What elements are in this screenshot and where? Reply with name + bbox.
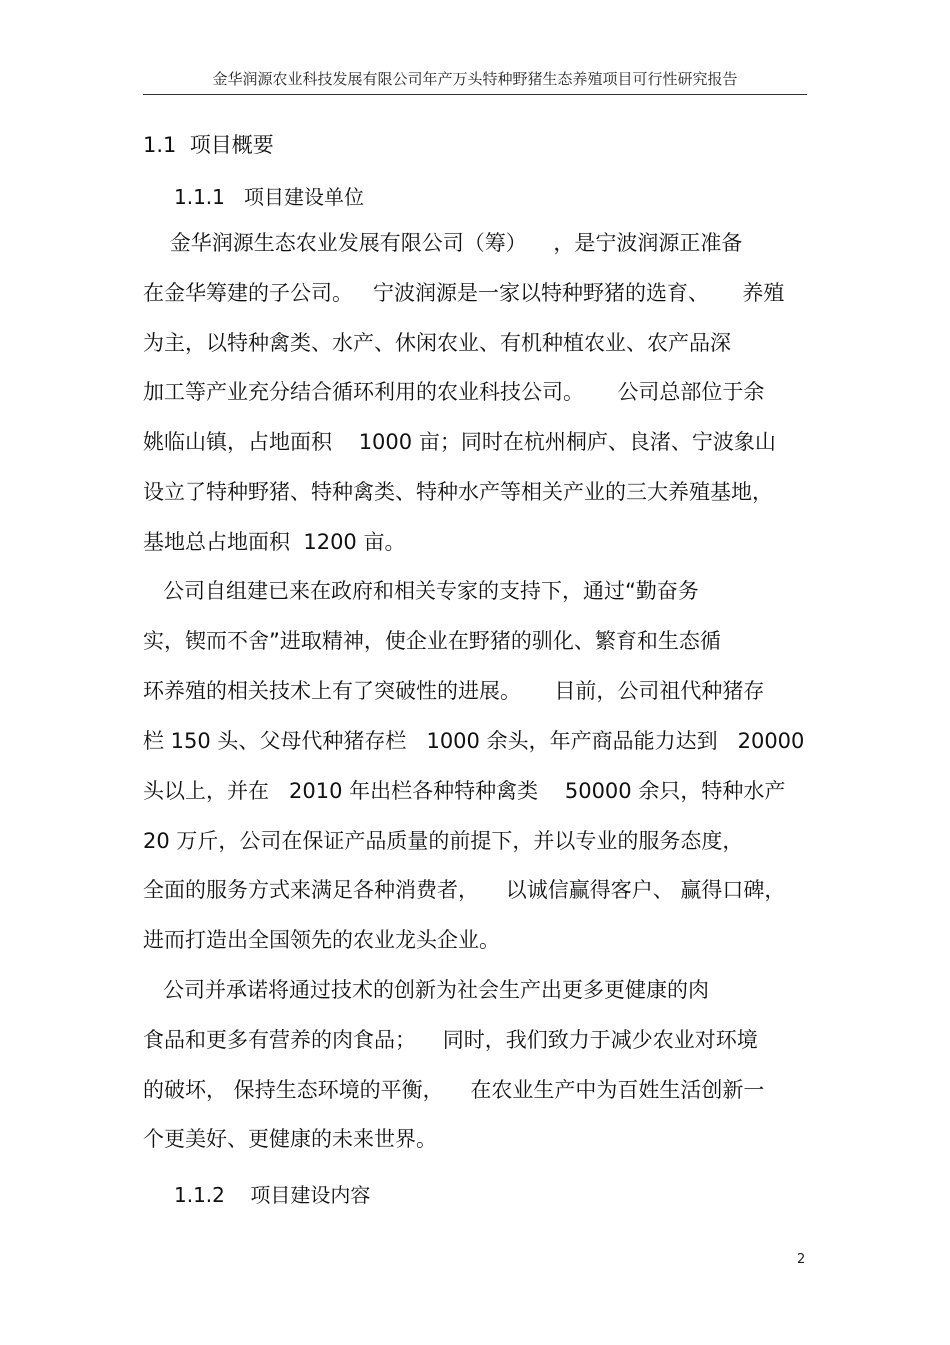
running-header: 金华润源农业科技发展有限公司年产万头特种野猪生态养殖项目可行性研究报告 — [212, 70, 738, 88]
paragraph-1-line: 姚临山镇，占地面积 1000 亩；同时在杭州桐庐、良渚、宁波象山 — [143, 430, 776, 454]
paragraph-1-line: 加工等产业充分结合循环利用的农业科技公司。 公司总部位于余 — [143, 380, 765, 404]
paragraph-2-line: 公司自组建已来在政府和相关专家的支持下，通过“勤奋务 — [143, 579, 699, 603]
section-title: 项目概要 — [189, 133, 274, 157]
paragraph-1-line: 在金华筹建的子公司。 宁波润源是一家以特种野猪的选育、 养殖 — [143, 281, 785, 305]
paragraph-2-line: 20 万斤，公司在保证产品质量的前提下，并以专业的服务态度， — [143, 829, 744, 853]
paragraph-2-line: 全面的服务方式来满足各种消费者， 以诚信赢得客户、 赢得口碑， — [143, 878, 786, 902]
subsection-title: 项目建设内容 — [250, 1183, 371, 1207]
paragraph-2-line: 实，锲而不舍”进取精神，使企业在野猪的驯化、繁育和生态循 — [143, 629, 721, 653]
subsection-number: 1.1.2 — [174, 1183, 225, 1207]
paragraph-2-line: 栏 150 头、父母代种猪存栏 1000 余头，年产商品能力达到 20000 — [143, 729, 805, 753]
paragraph-3-line: 食品和更多有营养的肉食品； 同时，我们致力于减少农业对环境 — [143, 1028, 758, 1052]
paragraph-3-line: 个更美好、更健康的未来世界。 — [143, 1127, 437, 1151]
subsection-heading-1 — [174, 181, 364, 210]
section-number: 1.1 — [143, 133, 177, 157]
subsection-title: 项目建设单位 — [243, 185, 364, 209]
subsection-number: 1.1.1 — [174, 185, 225, 209]
paragraph-1-line: 金华润源生态农业发展有限公司（筹） ，是宁波润源正准备 — [143, 231, 743, 255]
paragraph-2-line: 环养殖的相关技术上有了突破性的进展。 目前，公司祖代种猪存 — [143, 679, 765, 703]
page-number: 2 — [797, 1252, 806, 1267]
paragraph-3-line: 公司并承诺将通过技术的创新为社会生产出更多更健康的肉 — [143, 978, 710, 1002]
subsection-heading-2 — [174, 1179, 370, 1208]
section-heading — [143, 129, 274, 159]
paragraph-1-line: 为主，以特种禽类、水产、休闲农业、有机种植农业、农产品深 — [143, 331, 731, 355]
paragraph-3-line: 的破坏， 保持生态环境的平衡， 在农业生产中为百姓生活创新一 — [143, 1078, 765, 1102]
paragraph-1-line: 设立了特种野猪、特种禽类、特种水产等相关产业的三大养殖基地， — [143, 480, 773, 504]
paragraph-1-line: 基地总占地面积 1200 亩。 — [143, 530, 406, 554]
paragraph-2-line: 头以上，并在 2010 年出栏各种特种禽类 50000 余只，特种水产 — [143, 779, 786, 803]
paragraph-2-line: 进而打造出全国领先的农业龙头企业。 — [143, 928, 500, 952]
header-rule — [143, 94, 807, 95]
